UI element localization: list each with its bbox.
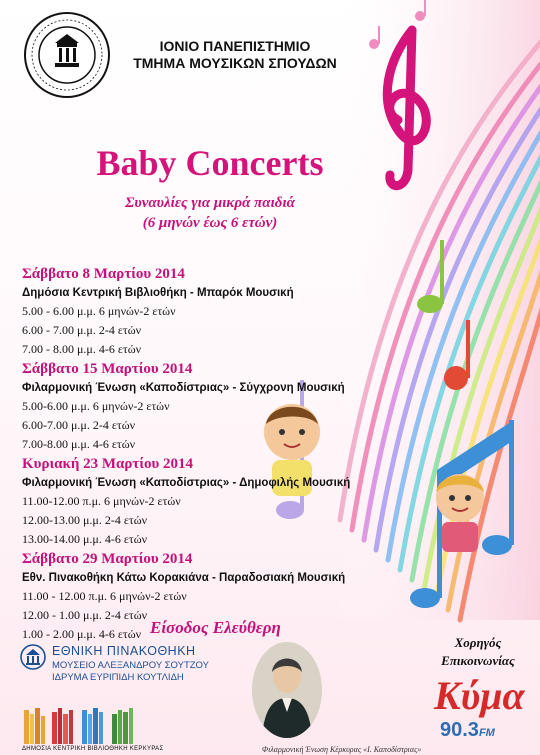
portrait-caption: Φιλαρμονική Ένωση Κέρκυρας «Ι. Καποδίστριας» bbox=[262, 745, 422, 754]
time-slot: 5.00-6.00 μ.μ. 6 μηνών-2 ετών bbox=[22, 399, 170, 413]
frequency-band: FM bbox=[478, 727, 495, 739]
university-seal-logo bbox=[22, 10, 112, 100]
gallery-building-icon bbox=[20, 643, 46, 671]
subtitle-line-1: Συναυλίες για μικρά παιδιά bbox=[125, 195, 295, 211]
kyma-radio-logo bbox=[426, 668, 534, 750]
time-slot: 7.00-8.00 μ.μ. 4-6 ετών bbox=[22, 437, 136, 451]
schedule-day-2 bbox=[22, 359, 442, 454]
frequency-value: 90.3 bbox=[440, 719, 479, 741]
day-heading: Σάββατο 29 Μαρτίου 2014 bbox=[22, 551, 193, 567]
schedule-day-3 bbox=[22, 454, 442, 549]
time-slot: 6.00-7.00 μ.μ. 2-4 ετών bbox=[22, 418, 136, 432]
child-illustration bbox=[436, 474, 484, 552]
kapodistrias-portrait bbox=[252, 642, 322, 738]
time-slot: 11.00-12.00 π.μ. 6 μηνών-2 ετών bbox=[22, 494, 181, 508]
day-heading: Σάββατο 8 Μαρτίου 2014 bbox=[22, 266, 185, 282]
books-icon bbox=[22, 700, 242, 744]
subtitle-line-2: (6 μηνών έως 6 ετών) bbox=[142, 215, 278, 231]
day-heading: Σάββατο 15 Μαρτίου 2014 bbox=[22, 361, 193, 377]
subtitle bbox=[0, 193, 420, 233]
library-logo bbox=[22, 700, 242, 755]
time-slot: 7.00 - 8.00 μ.μ. 4-6 ετών bbox=[22, 342, 142, 356]
gallery-subtitle-2: ΙΔΡΥΜΑ ΕΥΡΙΠΙΔΗ ΚΟΥΤΛΙΔΗ bbox=[52, 672, 184, 683]
time-slot: 11.00 - 12.00 π.μ. 6 μηνών-2 ετών bbox=[22, 589, 187, 603]
schedule-day-1 bbox=[22, 264, 442, 359]
free-entry: Είσοδος Ελεύθερη bbox=[150, 618, 281, 637]
university-name bbox=[130, 38, 340, 72]
gallery-name: ΕΘΝΙΚΗ ΠΙΝΑΚΟΘΗΚΗ bbox=[52, 644, 196, 658]
venue: Φιλαρμονική Ένωση «Καποδίστριας» - Δημοφιλής Μουσική bbox=[22, 477, 351, 489]
time-slot: 12.00-13.00 μ.μ. 2-4 ετών bbox=[22, 513, 148, 527]
venue: Δημόσια Κεντρική Βιβλιοθήκη - Μπαρόκ Μουσική bbox=[22, 287, 294, 299]
time-slot: 1.00 - 2.00 μ.μ. 4-6 ετών bbox=[22, 627, 142, 641]
time-slot: 6.00 - 7.00 μ.μ. 2-4 ετών bbox=[22, 323, 142, 337]
sponsor-line-2: Επικοινωνίας bbox=[441, 653, 515, 668]
gallery-subtitle-1: ΜΟΥΣΕΙΟ ΑΛΕΞΑΝΔΡΟΥ ΣΟΥΤΖΟΥ bbox=[52, 660, 209, 671]
venue: Εθν. Πινακοθήκη Κάτω Κορακιάνα - Παραδοσιακή Μουσική bbox=[22, 572, 346, 584]
venue: Φιλαρμονική Ένωση «Καποδίστριας» - Σύγχρονη Μουσική bbox=[22, 382, 345, 394]
library-caption: ΔΗΜΟΣΙΑ ΚΕΝΤΡΙΚΗ ΒΙΒΛΙΟΘΗΚΗ ΚΕΡΚΥΡΑΣ bbox=[22, 746, 164, 752]
national-gallery-logo bbox=[20, 643, 240, 685]
time-slot: 5.00 - 6.00 μ.μ. 6 μηνών-2 ετών bbox=[22, 304, 176, 318]
university-line-1: ΙΟΝΙΟ ΠΑΝΕΠΙΣΤΗΜΙΟ bbox=[159, 38, 311, 54]
day-heading: Κυριακή 23 Μαρτίου 2014 bbox=[22, 456, 194, 472]
kyma-wordmark: Κύμα bbox=[434, 673, 525, 718]
page-title: Baby Concerts bbox=[96, 143, 324, 183]
sponsor-line-1: Χορηγός bbox=[454, 635, 502, 650]
university-line-2: ΤΜΗΜΑ ΜΟΥΣΙΚΩΝ ΣΠΟΥΔΩΝ bbox=[133, 55, 337, 71]
sponsor-label bbox=[418, 634, 538, 670]
time-slot: 13.00-14.00 μ.μ. 4-6 ετών bbox=[22, 532, 148, 546]
kyma-frequency bbox=[440, 719, 495, 742]
time-slot: 12.00 - 1.00 μ.μ. 2-4 ετών bbox=[22, 608, 148, 622]
concert-schedule bbox=[22, 264, 442, 644]
